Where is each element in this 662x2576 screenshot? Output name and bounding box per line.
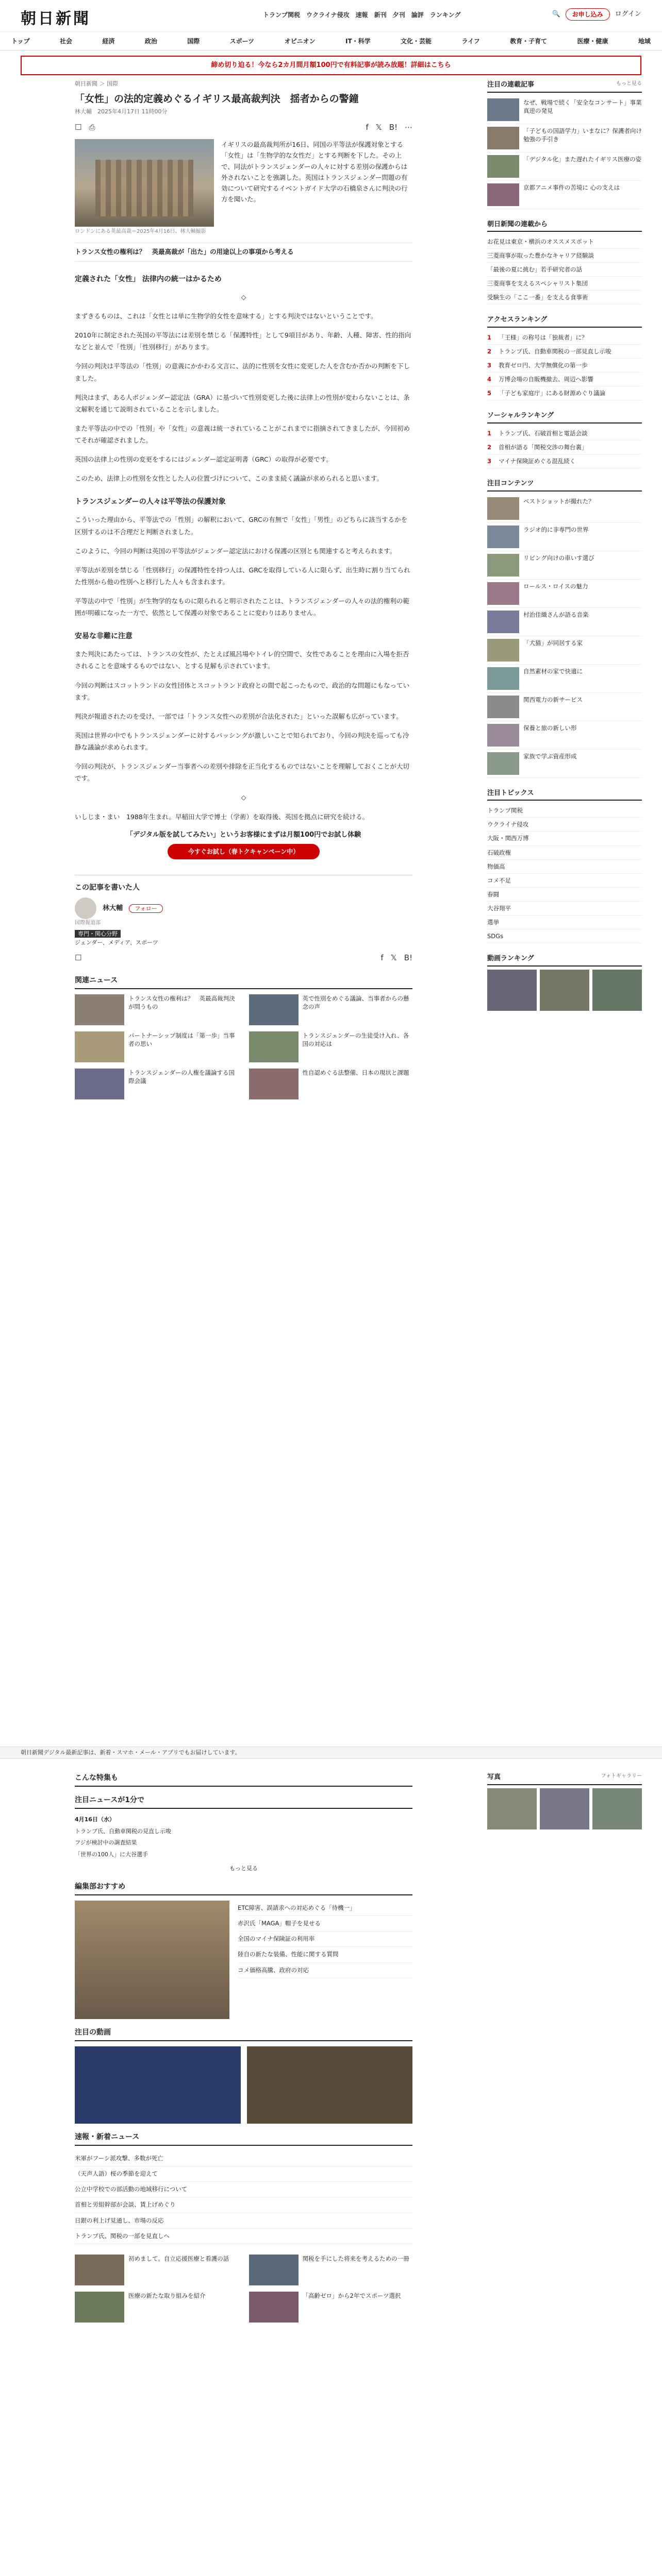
list-item[interactable]: 大阪・関西万博 bbox=[487, 832, 642, 845]
list-item[interactable]: 3 マイナ保険証めぐる混乱続く bbox=[487, 454, 642, 468]
list-item[interactable]: 「高齢ゼロ」から2年でスポーツ選択 bbox=[249, 2292, 413, 2323]
paragraph: 英国は世界の中でもトランスジェンダーに対するバッシングが激しいことで知られており、今回の判決を巡っても冷静な議論が求められます。 bbox=[75, 731, 409, 752]
list-item[interactable]: 首相と労組幹部が会談、賃上げめぐり bbox=[75, 2197, 412, 2213]
section-heading: 安易な非難に注意 bbox=[75, 632, 133, 641]
paywall bbox=[75, 830, 412, 860]
list-item[interactable]: 関税を手にした将来を考えるための一冊 bbox=[249, 2255, 413, 2285]
list-item[interactable]: 初めまして。自立応援医療と看護の話 bbox=[75, 2255, 239, 2285]
news-box: 朝日新聞の連載から お花見は東京・横浜のオススメスポット 三菱商事が取った豊かなキャリア経験談 「最後の夏に挑む」若手研究者の話 三菱商事を支えるスペシャリスト集団 受験生の「ここ一番」を支える食事術 bbox=[487, 219, 642, 305]
list-item[interactable]: 3 教育ゼロ円、大学無償化の第一歩 bbox=[487, 359, 642, 372]
gnav-item[interactable]: 社会 bbox=[60, 37, 73, 45]
list-item[interactable]: 「子どもの国語学力」いまなに？保護者向け勉強の手引き bbox=[487, 124, 642, 152]
list-item[interactable]: お花見は東京・横浜のオススメスポット bbox=[487, 235, 642, 249]
list-item[interactable]: トランプ氏、関税の一部を見直しへ bbox=[75, 2229, 412, 2244]
subscribe-button[interactable]: お申し込み bbox=[566, 8, 610, 21]
topnav-item[interactable]: 新刊 bbox=[374, 11, 387, 19]
x-icon[interactable]: 𝕏 bbox=[375, 122, 382, 132]
article-meta: 林大輔 2025年4月17日 11時00分 bbox=[75, 108, 168, 115]
list-item[interactable]: 「最後の夏に挑む」若手研究者の話 bbox=[487, 263, 642, 277]
more-icon[interactable]: ⋯ bbox=[405, 122, 412, 132]
list-item[interactable]: 陸自の新たな装備、性能に関する質問 bbox=[238, 1947, 412, 1962]
related-list bbox=[75, 994, 412, 1099]
topnav-item[interactable]: ウクライナ侵攻 bbox=[306, 11, 350, 19]
header-actions bbox=[552, 8, 641, 21]
list-item[interactable]: ウクライナ侵攻 bbox=[487, 818, 642, 832]
related-link[interactable]: トランス女性の権利は？ 英最高裁が「出た」の用途以上の事項から考える bbox=[75, 243, 412, 262]
topnav-item[interactable]: 夕刊 bbox=[392, 11, 405, 19]
share-tools-bottom bbox=[75, 952, 412, 964]
paragraph: また判決にあたっては、トランスの女性が、たとえば風呂場やトイレ的空間で、女性であることを理由に入場を拒否されることを意味するものではない、とする見解も示されています。 bbox=[75, 650, 409, 670]
top-photo[interactable] bbox=[75, 1901, 229, 2019]
gnav-item[interactable]: スポーツ bbox=[229, 37, 255, 45]
gnav-item[interactable]: 経済 bbox=[102, 37, 115, 45]
paragraph: また平等法の中での「性別」や「女性」の意義は統一されていることがこれまでに指摘されてきましたが、今回初めてそれが確認されました。 bbox=[75, 424, 410, 445]
login-link[interactable]: ログイン bbox=[615, 10, 641, 19]
list-item[interactable]: 赤沢氏「MAGA」帽子を見せる bbox=[238, 1916, 412, 1931]
list-item[interactable]: ラジオ的に非専門の世界 bbox=[487, 523, 642, 551]
list-item[interactable]: 自然素材の家で快適に bbox=[487, 665, 642, 693]
list-item[interactable]: 性自認めぐる法整備、日本の現状と課題 bbox=[249, 1069, 413, 1099]
contents-box: 注目コンテンツ ベストショットが撮れた？ ラジオ的に非専門の世界 リビング向けの車いす選び ロールス・ロイスの魅力 村治佳織さんが語る音楽 「犬猫」が同居する家 自然素材の家で快適に 関西電力の新サービス 保養と旅の新しい形 家族で学ぶ資産形成 bbox=[487, 479, 642, 778]
list-item[interactable]: 選挙 bbox=[487, 916, 642, 929]
list-item[interactable]: 家族で学ぶ資産形成 bbox=[487, 750, 642, 778]
paragraph: 今回の判断はスコットランドの女性団体とスコットランド政府との間で起こったもので、政治的な問題にもなっています。 bbox=[75, 681, 410, 701]
list-item[interactable]: 受験生の「ここ一番」を支える食事術 bbox=[487, 291, 642, 304]
paragraph: こういった理由から、平等法での「性別」の解釈において、GRCの有無で「女性」「男性」のどちらに該当するかを区別するのは不合理だと判断されました。 bbox=[75, 516, 407, 536]
list-item[interactable]: 5 「子ども家庭庁」にある財源めぐり議論 bbox=[487, 386, 642, 400]
gnav-item[interactable]: IT・科学 bbox=[345, 37, 371, 45]
gnav-item[interactable]: 国際 bbox=[187, 37, 200, 45]
video-thumb[interactable] bbox=[75, 2046, 241, 2124]
site-header bbox=[0, 0, 662, 32]
hatena-icon[interactable]: B! bbox=[404, 953, 412, 963]
list-item[interactable]: 「デジタル化」また遅れたイギリス医療の姿 bbox=[487, 152, 642, 181]
latest-heading: 速報・新着ニュース bbox=[75, 2132, 412, 2146]
paragraph: 判決が報道されたのを受け、一部では「トランス女性への差別が合法化された」といった誤解も広がっています。 bbox=[75, 712, 403, 720]
paragraph: このように、今回の判断は英国の平等法がジェンダー認定法における保護の区別とも関連すると考えられます。 bbox=[75, 547, 396, 555]
site-logo[interactable]: 朝日新聞 bbox=[21, 10, 91, 28]
gnav-item[interactable]: 地域 bbox=[638, 37, 651, 45]
gnav-item[interactable]: 教育・子育て bbox=[510, 37, 548, 45]
list-item[interactable]: （天声人語）桜の季節を迎えて bbox=[75, 2166, 412, 2182]
topnav-item[interactable]: ランキング bbox=[429, 11, 461, 19]
avatar[interactable] bbox=[75, 897, 96, 919]
more-button[interactable]: もっと見る bbox=[229, 1865, 258, 1872]
gnav-item[interactable]: トップ bbox=[11, 37, 30, 45]
timeline-heading: 注目ニュースが1分で bbox=[75, 1795, 412, 1809]
list-item[interactable]: 2 首相が語る「関税交渉の舞台裏」 bbox=[487, 440, 642, 454]
list-item[interactable]: 村治佳織さんが語る音楽 bbox=[487, 608, 642, 636]
list-item[interactable]: 「世界の100人」に大谷選手 bbox=[75, 1851, 148, 1858]
facebook-icon[interactable]: f bbox=[366, 122, 369, 132]
video-thumb[interactable] bbox=[247, 2046, 413, 2124]
list-item[interactable]: なぜ、戦場で続く「安全なコンサート」事業 真逆の発見 bbox=[487, 96, 642, 124]
list-item[interactable]: トランス女性の権利は？ 英最高裁判決が問うもの bbox=[75, 994, 239, 1025]
paragraph: 2010年に制定された英国の平等法には差別を禁じる「保護特性」として9項目があり、年齢、人種、障害、性的指向などと並んで「性別」「性別移行」があります。 bbox=[75, 331, 411, 351]
hatena-icon[interactable]: B! bbox=[389, 122, 398, 132]
list-item[interactable]: 1 「王様」の称号は「独裁者」に？ bbox=[487, 331, 642, 345]
list-item[interactable]: ベストショットが撮れた？ bbox=[487, 495, 642, 523]
breadcrumb[interactable]: 朝日新聞 ＞ 国際 bbox=[75, 80, 118, 87]
section-heading: トランスジェンダーの人々は平等法の保護対象 bbox=[75, 498, 226, 506]
list-item[interactable]: トランスジェンダーの生徒受け入れ、各国の対応は bbox=[249, 1031, 413, 1062]
article-body: 定義された「女性」 法律内の統一はかるため ◇ まずきるものは、これは「女性とは単に生物学的女性を意味する」とする判決ではないということです。 2010年に制定された英国の平等法には差別を禁じる「保護特性」として9項目があり、年齢、人種、障害、性的指向などと並んで「性別」「性別移行」があります。 今回の判決は平等法の「性別」の意義にかかわる文言に、法的に性別を女性に変更した人を含むか否かの判断を下しました。 判決はまず、ある人ボジェンダー認定法（GRA）に基づいて性別変更した後に法律上の性別が変わらないことは、条文解釈を通じて説明されていることを示しました。 また平等法の中での「性別」や「女性」の意義は統一されていることがこれまでに指摘されてきましたが、今回初めてそれが確認されました。 英国の法律上の性別の変更をするにはジェンダー認定証明書（GRC）の取得が必要です。 このため、法律上の性別を女性とした人の位置づけについて、このまま続く議論が求められると思います。 トランスジェンダーの人々は平等法の保護対象 こういった理由から、平等法での「性別」の解釈において、GRCの有無で「女性」「男性」のどちらに該当するかを区別するのは不合理だと判断されました。 このように、今回の判断は英国の平等法がジェンダー認定法における保護の区別とも関連すると考えられます。 平等法が差別を禁じる「性別移行」の保護特性を持つ人は、GRCを取得している人に限らず、出生時に割り当てられた性別から他の性別へと移行した人々も含まれます。 平等法の中で「性別」が生物学的なものに限られると明示されたことは、トランスジェンダーの人々の法的権利の範囲が明確になった一方で、依然として保護の対象であることに変わりはありません。 安易な非難に注意 また判決にあたっては、トランスの女性が、たとえば風呂場やトイレ的空間で、女性であることを理由に入場を拒否されることを意味するものではない、とする見解も示されています。 今回の判断はスコットランドの女性団体とスコットランド政府との間で起こったもので、政治的な問題にもなっています。 判決が報道されたのを受け、一部では「トランス女性への差別が合法化された」といった誤解も広がっています。 英国は世界の中でもトランスジェンダーに対するバッシングが激しいことで知られており、今回の判決を巡っても冷静な議論が求められます。 今回の判決が、トランスジェンダー当事者への差別や排除を正当化するものではないことを理解しておくことが大切です。 ◇ いしじま・まい 1988年生まれ。早稲田大学で博士（学術）を取得後、英国を拠点に研究を続ける。 bbox=[75, 274, 412, 823]
list-item[interactable]: 京都アニメ事件の苦境に 心の支えは bbox=[487, 181, 642, 209]
topnav-item[interactable]: トランプ関税 bbox=[263, 11, 301, 19]
section-heading: 定義された「女性」 法律内の統一はかるため bbox=[75, 275, 222, 283]
gnav-item[interactable]: オピニオン bbox=[284, 37, 316, 45]
ranking-box: アクセスランキング 1 「王様」の称号は「独裁者」に？ 2 トランプ氏、自動車関税の一部見直し示唆 3 教育ゼロ円、大学無償化の第一歩 4 万博会場の自販機撤去、周辺へ影響 5 「子ども家庭庁」にある財源めぐり議論 bbox=[487, 315, 642, 400]
list-item[interactable]: 医療の新たな取り組みを紹介 bbox=[75, 2292, 239, 2323]
list-item[interactable]: 全国のマイナ保険証の利用率 bbox=[238, 1931, 412, 1947]
sidebar bbox=[487, 80, 642, 1021]
paragraph: 判決はまず、ある人ボジェンダー認定法（GRA）に基づいて性別変更した後に法律上の性別が変わらないことは、条文解釈を通じて説明されていることを示しました。 bbox=[75, 393, 410, 413]
list-item[interactable]: 4 万博会場の自販機撤去、周辺へ影響 bbox=[487, 372, 642, 386]
list-item[interactable]: 大谷翔平 bbox=[487, 902, 642, 916]
list-item[interactable]: ロールス・ロイスの魅力 bbox=[487, 580, 642, 608]
list-item[interactable]: 「犬猫」が同居する家 bbox=[487, 636, 642, 665]
list-item[interactable]: パートナーシップ制度は「第一歩」当事者の思い bbox=[75, 1031, 239, 1062]
genre-nav bbox=[0, 32, 662, 50]
list-item[interactable]: フジが検討中の調査結果 bbox=[75, 1839, 137, 1846]
list-item[interactable]: コメ価格高騰、政府の対応 bbox=[238, 1963, 412, 1978]
list-item[interactable]: リビング向けの車いす選び bbox=[487, 551, 642, 580]
list-item[interactable]: 石破政権 bbox=[487, 846, 642, 860]
list-item[interactable]: トランプ氏、自動車関税の見直し示唆 bbox=[75, 1827, 171, 1835]
author-box bbox=[75, 875, 412, 964]
list-item[interactable]: SDGs bbox=[487, 929, 642, 943]
topnav-item[interactable]: 速報 bbox=[355, 11, 368, 19]
campaign-banner[interactable]: 締め切り迫る！今なら2カ月間月額100円で有料記事が読み放題！詳細はこちら bbox=[21, 56, 641, 75]
list-item[interactable]: 物価高 bbox=[487, 860, 642, 874]
share-tools bbox=[75, 122, 412, 133]
topic-tag: 専門・関心分野 bbox=[75, 930, 121, 938]
paragraph: 今回の判決が、トランスジェンダー当事者への差別や排除を正当化するものではないことを理解しておくことが大切です。 bbox=[75, 762, 409, 783]
list-item[interactable]: 三菱商事が取った豊かなキャリア経験談 bbox=[487, 249, 642, 263]
article-lead: イギリスの最高裁判所が16日、同国の平等法が保護対象とする「女性」は「生物学的な女性だ」とする判断を下した。その上で、同法がトランスジェンダーの人々に対する差別の保護からは外されないことを強調した。英国はトランスジェンダー問題の有効について研究するイベントガイド大学の石橋泉さんに判決の行方を聞いた。 bbox=[221, 141, 408, 204]
paragraph: 平等法が差別を禁じる「性別移行」の保護特性を持つ人は、GRCを取得している人に限らず、出生時に割り当てられた性別から他の性別へと移行した人々も含まれます。 bbox=[75, 566, 410, 586]
list-item[interactable]: 日銀の利上げ見通し、市場の反応 bbox=[75, 2213, 412, 2229]
trial-button[interactable]: 今すぐお試し（春トクキャンペーン中） bbox=[168, 844, 320, 859]
follow-button[interactable]: フォロー bbox=[129, 904, 162, 913]
video-heading: 注目の動画 bbox=[75, 2027, 412, 2041]
author-bio: いしじま・まい 1988年生まれ。早稲田大学で博士（学術）を取得後、英国を拠点に研究を続ける。 bbox=[75, 812, 369, 821]
list-item[interactable]: 三菱商事を支えるスペシャリスト集団 bbox=[487, 277, 642, 291]
paragraph: 平等法の中で「性別」が生物学的なものに限られると明示されたことは、トランスジェンダーの人々の法的権利の範囲が明確になった一方で、依然として保護の対象であることに変わりはありません。 bbox=[75, 597, 409, 617]
list-item[interactable]: 1 トランプ氏、石破首相と電話会談 bbox=[487, 427, 642, 440]
feature-heading: こんな特集も bbox=[75, 1773, 412, 1787]
list-item[interactable]: 保養と旅の新しい形 bbox=[487, 721, 642, 750]
timeline: 4月16日（水） トランプ氏、自動車関税の見直し示唆 フジが検討中の調査結果 「世界の100人」に大谷選手 bbox=[75, 1814, 412, 1860]
video-ranking-box: 動画ランキング bbox=[487, 954, 642, 1011]
list-item[interactable]: トランプ関税 bbox=[487, 804, 642, 818]
author-heading: この記事を書いた人 bbox=[75, 884, 140, 892]
paragraph: 英国の法律上の性別の変更をするにはジェンダー認定証明書（GRC）の取得が必要です。 bbox=[75, 455, 333, 464]
search-icon[interactable]: 🔍 bbox=[552, 10, 560, 19]
bookmark-icon[interactable]: ☐ bbox=[75, 953, 82, 963]
paragraph: このため、法律上の性別を女性とした人の位置づけについて、このまま続く議論が求められると思います。 bbox=[75, 474, 384, 483]
list-item[interactable]: コメ不足 bbox=[487, 874, 642, 888]
x-icon[interactable]: 𝕏 bbox=[390, 953, 397, 963]
author-name[interactable]: 林大輔 bbox=[103, 904, 123, 912]
gnav-item[interactable]: 文化・芸能 bbox=[401, 37, 432, 45]
topics-box: 注目トピックス トランプ関税 ウクライナ侵攻 大阪・関西万博 石破政権 物価高 コメ不足 春闘 大谷翔平 選挙 SDGs bbox=[487, 788, 642, 943]
photo-caption: ロンドンにある英最高裁＝2025年4月16日、林大輔撮影 bbox=[75, 229, 206, 235]
top-heading: 編集部おすすめ bbox=[75, 1882, 412, 1895]
gnav-item[interactable]: 医療・健康 bbox=[577, 37, 608, 45]
article-photo[interactable] bbox=[75, 139, 214, 227]
list-item[interactable]: トランスジェンダーの人権を議論する国際会議 bbox=[75, 1069, 239, 1099]
list-item[interactable]: 公立中学校での部活動の地域移行について bbox=[75, 2182, 412, 2197]
paragraph: 今回の判決は平等法の「性別」の意義にかかわる文言に、法的に性別を女性に変更した人を含むか否かの判断を下しました。 bbox=[75, 362, 410, 382]
paragraph: まずきるものは、これは「女性とは単に生物学的女性を意味する」とする判決ではないということです。 bbox=[75, 312, 377, 320]
print-icon[interactable]: ⎙ bbox=[89, 122, 95, 132]
notice-bar[interactable]: 朝日新聞デジタル最新記事は、新着・スマホ・メール・アプリでもお届けしています。 bbox=[0, 1747, 662, 1759]
author-topics: ジェンダー、メディア、スポーツ bbox=[75, 939, 158, 946]
article-title: 「女性」の法的定義めぐるイギリス最高裁判決 揺者からの警鐘 bbox=[75, 93, 359, 105]
list-item[interactable]: ETC障害、誤請求への対応めぐる「待機一」 bbox=[238, 1901, 412, 1916]
top-nav bbox=[263, 10, 460, 20]
note-box: 注目の連載記事 もっと見る なぜ、戦場で続く「安全なコンサート」事業 真逆の発見 「子どもの国語学力」いまなに？保護者向け勉強の手引き 「デジタル化」また遅れたイギリス医療の姿 京都アニメ事件の苦境に 心の支えは bbox=[487, 80, 642, 209]
list-item[interactable]: 2 トランプ氏、自動車関税の一部見直し示唆 bbox=[487, 345, 642, 359]
lower-section bbox=[75, 1765, 412, 2323]
facebook-icon[interactable]: f bbox=[380, 953, 384, 963]
list-item[interactable]: 米軍がフーシ派攻撃、多数が死亡 bbox=[75, 2151, 412, 2166]
list-item[interactable]: 英で性別をめぐる議論、当事者からの懸念の声 bbox=[249, 994, 413, 1025]
bookmark-icon[interactable]: ☐ bbox=[75, 122, 82, 132]
gnav-item[interactable]: 政治 bbox=[144, 37, 157, 45]
social-ranking-box: ソーシャルランキング 1 トランプ氏、石破首相と電話会談 2 首相が語る「関税交渉の舞台裏」 3 マイナ保険証めぐる混乱続く bbox=[487, 411, 642, 468]
author-role: 国際報道部 bbox=[75, 920, 101, 926]
article bbox=[75, 80, 412, 1099]
gnav-item[interactable]: ライフ bbox=[461, 37, 480, 45]
list-item[interactable]: 春闘 bbox=[487, 888, 642, 902]
topnav-item[interactable]: 論評 bbox=[411, 11, 424, 19]
related-heading: 関連ニュース bbox=[75, 975, 412, 989]
list-item[interactable]: 関西電力の新サービス bbox=[487, 693, 642, 721]
paywall-text: 「デジタル版を試してみたい」というお客様にまずは月額100円でお試し体験 bbox=[126, 831, 361, 839]
photo-sidebar: 写真 フォトギャラリー bbox=[487, 1772, 642, 1829]
